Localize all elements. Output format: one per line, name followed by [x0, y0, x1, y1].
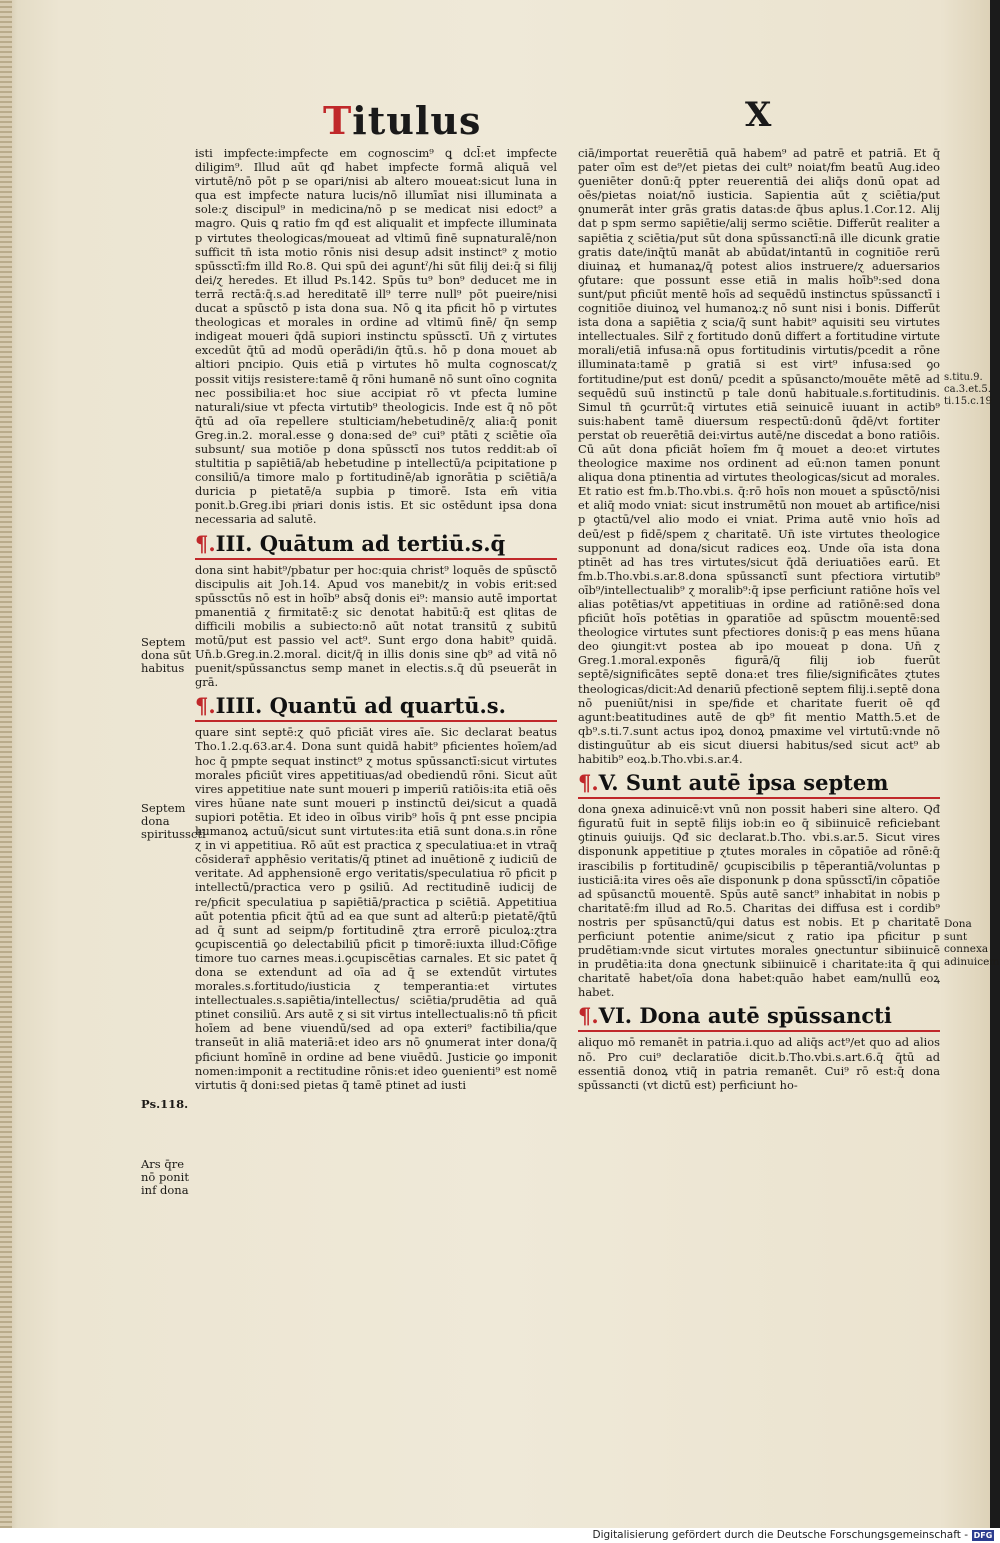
running-title [323, 98, 481, 143]
pilcrow-icon: ¶. [195, 693, 216, 719]
footer-bar [0, 1528, 1000, 1543]
right-paragraph-3: aliquo mō remanēt in patria.i.quo ad aliq̄s act⁹/et quo ad alios nō. Pro cui⁹ declaratiōe dicit.b.Tho.vbi.s.art.6.q̄ q̄tū ad essentiā donoꝝ vtiq̄ in patria remanēt. Cui⁹ rō est:q̄ dona spūssancti (vt dictū est) perficiunt ho- [578, 1035, 940, 1092]
section-heading-5 [578, 770, 940, 799]
title-rest: itulus [352, 98, 482, 143]
pilcrow-icon: ¶. [195, 530, 216, 556]
section-heading-6-text: VI. Dona autē spūssancti [598, 1003, 892, 1029]
right-column [578, 146, 940, 1276]
pilcrow-icon: ¶. [578, 1003, 599, 1029]
title-initial: T [323, 98, 353, 143]
dfg-logo-icon: DFG [973, 1530, 993, 1540]
section-heading-4-text: IIII. Quantū ad quartū.s. [215, 693, 506, 719]
section-heading-3-text: III. Quātum ad tertiū.s.q̄ [215, 530, 506, 556]
section-heading-3 [195, 531, 557, 560]
left-paragraph-2: dona sint habit⁹/pbatur per hoc:quia christ⁹ loquēs de spūsctō discipulis ait Joh.14. Apud vos manebit/ɀ in vobis erit:sed spūssctūs nō est in hoīb⁹ absq̄ donis ei⁹: mansio autē importat pmanentiā ɀ firmitatē:ɀ sic denotat habitū:q̄ est qlitas de difficili mobilis a subiecto:nō aūt notat transitū ɀ subitū motū/put est passio vel act⁹. Sunt ergo dona habit⁹ quidā. Un̄.b.Greg.in.2.moral. dicit/q̄ in illis donis sine qb⁹ ad vitā nō puenit/spūssanctus semp manet in electis.s.q̄ dū pseuerāt in grā. [195, 562, 557, 690]
margin-note-connexa: Dona sunt connexa adinuicem [944, 918, 1000, 968]
right-paragraph-1: ciā/importat reuerētiā quā habem⁹ ad patrē et patriā. Et q̄ pater oīm est de⁹/et pietas dei cult⁹ noiat/fm beatū Aug.ideo ꝯueniēter donū:q̄ ppter reuerentiā dei aliq̄s donū opat ad oēs/pietas noiat/nō iusticia. Sapientia aūt ɀ sciētia/put ꝯnumerāt inter grās gratis datas:de q̄bus aplus.1.Cor.12. Alij dat p spm sermo sapiētie/alij sermo sciētie. Differūt realiter a sapiētia ɀ sciētia/put sūt dona spūssanctī:nā ille dicunk gratie gratis date/inq̄tū manāt ab abūdat/intantū in cognitiōe rerū diuinaꝝ et humanaꝝ/q̄ potest alios instruere/ɀ aduersarios ꝯfutare: que possunt esse etiā in malis hoīb⁹:sed dona sunt/put pficiūt mentē hoīs ad sequēdū instinctus spūssanctī i cognitiōe diuinoꝝ vel humanoꝝ:ɀ nō sunt nisi i bonis. Differūt ista dona a sapiētia ɀ scia/q̄ sunt habit⁹ aquisiti seu virtutes intellectuales. Silr̄ ɀ fortitudo donū differt a fortitudine virtute morali/etiā infusa:nā opus fortitudinis virtutis/pcedit a rōne illuminata:tamē p gratiā si est virt⁹ infusa:sed ꝯo fortitudine/put est donū/ pcedit a spūsancto/mouēte mētē ad sequēdū suū instinctū p tale donū habituale.s.fortitudinis. Simul tn̄ ꝯcurrūt:q̄ virtutes etiā seinuicē iuuant in actib⁹ suis:habent tamē diuersum respectū:donū q̄dē/vt fortiter perstat ob reuerētiā dei:virtus autē/ne discedat a bono ratiōis. Cū aūt dona pficiāt hoīem fm q̄ mouet a deo:et virtutes theologice maxime nos ordinent ad eū:non tamen ponunt aliqua dona ptinentia ad virtutes theologicas/sicut ad morales. Et ratio est fm.b.Tho.vbi.s. q̄:rō hoīs non mouet a spūsctō/nisi et aliq̄ modo vniat: sicut instrumētū non mouet ab artifice/nisi p ꝯtactū/vel alio modo ei vniat. Prima autē vnio hoīs ad deū/est p fidē/spem ɀ charitatē. Un̄ iste virtutes theologice supponunt ad dona/sicut radices eoꝝ. Unde oīa ista dona ptinēt ad has tres virtutes/sicut q̄dā deriuatiōes earū. Et fm.b.Tho.vbi.s.ar.8.dona spūssanctī sunt pfectiora virtutib⁹ oīb⁹/intellectualib⁹ ɀ moralib⁹:q̄ ipse perficiunt ratiōne hoīs vel alias potētias/vt appetitiuas in ordine ad ratiōnē:sed dona pficiūt hoīs potētias in ꝯparatiōe ad spūsctm mouentē:sed theologice virtutes sunt pfectiores donis:q̄ p eas mens hūana deo ꝯiungit:vt postea ab ipo moueat p dona. Un̄ ɀ Greg.1.moral.exponēs figurā/q̄ filij iob fuerūt septē/significātes septē dona:et tres filie/significātes ɀtutes theologicas/dicit:Ad denariū pfectionē septem filij.i.septē dona nō pueniūt/nisi in spe/fide et charitate fuerit oē qđ agunt:beatitudines autē de qb⁹ fit mentio Matth.5.et de qb⁹.s.ti.7.sunt actus ipoꝝ donoꝝ pmaxime vel virtutū:vnde nō distinguūtur ab eis sicut diuersi habitus/sed sicut act⁹ ab habitib⁹ eoꝝ.b.Tho.vbi.s.ar.4. [578, 146, 940, 767]
margin-note-septem-dona: Septem dona spiritussctī [141, 801, 206, 841]
title-number: X [745, 95, 772, 135]
right-paragraph-2: dona ꝯnexa adinuicē:vt vnū non possit haberi sine altero. Qđ figuratū fuit in septē filijs iob:in eo q̄ sibiinuicē reficiebant ꝯtinuis ꝯuiuijs. Qđ sic declarat.b.Tho. vbi.s.ar.5. Sicut vires disponunk appetitiue p ɀtutes morales in cōpatiōe ad rōnē:q̄ irascibilis p fortitudinē/ ꝯcupiscibilis p tēperantiā/voluntas p iusticiā:ita vires oēs aīe disponunk p dona spūssctī/in cōpatiōe ad spūsanctū mouentē. Spūs autē sanct⁹ inhabitat in nobis p charitatē:fm illud ad Ro.5. Charitas dei diffusa est i cordib⁹ nostris per spūsanctū/qui datus est nobis. Et p charitatē perficiunt potentie anime/sicut ɀ ratio ipa pficitur p prudētiam:vnde sicut virtutes morales ꝯnectuntur sibiinuicē in prudētia:ita dona ꝯnectunk sibiinuicē i charitate:ita q̄ qui charitatē habet/oīa dona habet:quāo habet eam/nullū eoꝝ habet. [578, 802, 940, 1000]
margin-note-psalm: Ps.118. [141, 1097, 189, 1111]
footer-text: Digitalisierung gefördert durch die Deutsche Forschungsgemeinschaft - [592, 1529, 968, 1541]
left-column [195, 146, 557, 1256]
margin-note-habitus: Septem dona sūt habitus [141, 635, 192, 675]
margin-note-ars: Ars q̄re nō ponit inf dona [141, 1157, 189, 1197]
margin-note-reference: s.titu.9. ca.3.et.5. ti.15.c.19 [944, 372, 992, 407]
section-heading-6 [578, 1003, 940, 1032]
page-edge [0, 0, 12, 1528]
left-paragraph-1: isti impfecte:impfecte em cognoscim⁹ ꝗ dcl̄:et impfecte diligim⁹. Illud aūt qđ habet impfecte formā aliquā vel virtutē/nō pōt p se opari/nisi ab altero moueat:sicut luna in qua est impfecte natura lucis/nō illumīat nisi illuminata a sole:ɀ discipul⁹ in medicina/nō p se medicat nisi edoct⁹ a magro. Quis ꝗ ratio fm qđ est aliqualit et impfecte illuminata p virtutes theologicas/moueat ad vltimū finē supnaturalē/non sufficit tn̄ ista motio rōnis nisi desup adsit instinct⁹ ɀ motio spūssctī:fm illd Ro.8. Qui spū dei aguntˀ/hi sūt filij dei:q̄ si filij dei/ɀ heredes. Et illud Ps.142. Spūs tu⁹ bon⁹ deducet me in terrā rectā:q̄.s.ad hereditatē ill⁹ terre null⁹ pōt pueire/nisi ducat a spūsctō p ista dona sua. Nō ꝗ ita pficit hō p virtutes theologicas et morales in ordine ad vltimū finē/ q̄n semp indigeat moueri q̄dā supiori instinctu spūssctī. Un̄ ɀ virtutes excedūt q̄tū ad modū operādi/in q̄tū.s. hō p dona mouet ab altiori pncipio. Quis etiā p virtutes hō multa cognoscat/ɀ possit vitijs resistere:tamē q̄ rōni humanē nō sunt oīno cognita nec possibilia:et hoc siue accipiat rō vt pfecta lumine naturali/siue vt pfecta virtutib⁹ theologicis. Inde est q̄ nō pōt q̄tū ad oīa repellere stulticiam/hebetudinē/ɀ alia:q̄ ponit Greg.in.2. moral.esse ꝯ dona:sed de⁹ cui⁹ ptāti ɀ sciētie oīa subsunt/ sua motiōe p dona spūssctī nos tutos reddit:ab oī stultitia p sapiētiā/ab hebetudine p intellectū/a pcipitatione p consiliū/a timore malo p fortitudinē/ab ignorātia p sciētiā/a duricia p pietatē/a supbia p timorē. Ista em̄ vitia ponit.b.Greg.ibi pͥriari donis istis. Et sic ostēdunt ipsa dona necessaria ad salutē. [195, 146, 557, 527]
pilcrow-icon: ¶. [578, 770, 599, 796]
left-paragraph-3: quare sint septē:ɀ quō pficiāt vires aīe. Sic declarat beatus Tho.1.2.q.63.ar.4. Dona sunt quidā habit⁹ pficientes hoīem/ad hoc q̄ pmpte sequat instinct⁹ ɀ motus spūssanctī:sicut virtutes morales pficiūt vires appetitiuas/ad obediendū rōni. Sicut aūt vires appetitiue nate sunt moueri p imperiū ratiōis:ita etiā oēs vires hūane nate sunt moueri p instinctū dei/sicut a quadā supiori potētia. Et ideo in oībus virib⁹ hoīs q̄ pnt esse pncipia humanoꝝ actuū/sicut sunt virtutes:ita etiā sunt dona.s.in rōne ɀ in vi appetitiua. Rō aūt est practica ɀ speculatiua:et in vtraq̄ cōsideraт̄ apphēsio veritatis/q̄ ptinet ad inuētionē ɀ iudiciū de veritate. Ad apphensionē ergo veritatis/speculatiua rō pficit p intellectū/practica vero p ꝯsiliū. Ad rectitudinē iudicij de re/pficit speculatiua p sapiētiā/practica p sciētiā. Appetitiua aūt potentia pficit q̄tū ad ea que sunt ad alterū:p pietatē/q̄tū ad q̄ sunt ad seipm/p fortitudinē ɀtra errorē piculoꝝ:ɀtra ꝯcupiscentiā ꝯo delectabiliū pficit p timorē:iuxta illud:Cōfige timore tuo carnes meas.i.ꝯcupiscētias carnales. Et sic patet q̄ dona se extendunt ad oīa ad q̄ se extendūt virtutes morales.s.fortitudo/iusticia ɀ temperantia:et virtutes intellectuales.s.sapiētia/intellectus/ sciētia/prudētia ad quā ptinet consiliū. Ars autē ɀ si sit virtus intellectualis:nō tn̄ pficit hoīem ad bene viuendū/sed ad opa exteri⁹ factibilia/que transeūt in aliā materiā:et ideo ars nō ꝯnumerat inter dona/q̄ pficiunt homīnē in ordine ad bene viuēdū. Justicie ꝯo imponit nomen:imponit a rectitudine rōnis:et ideo ꝯuenienti⁹ est nomē virtutis q̄ doni:sed pietas q̄ tamē ptinet ad iusti [195, 725, 557, 1092]
section-heading-5-text: V. Sunt autē ipsa septem [598, 770, 889, 796]
section-heading-4 [195, 693, 557, 722]
